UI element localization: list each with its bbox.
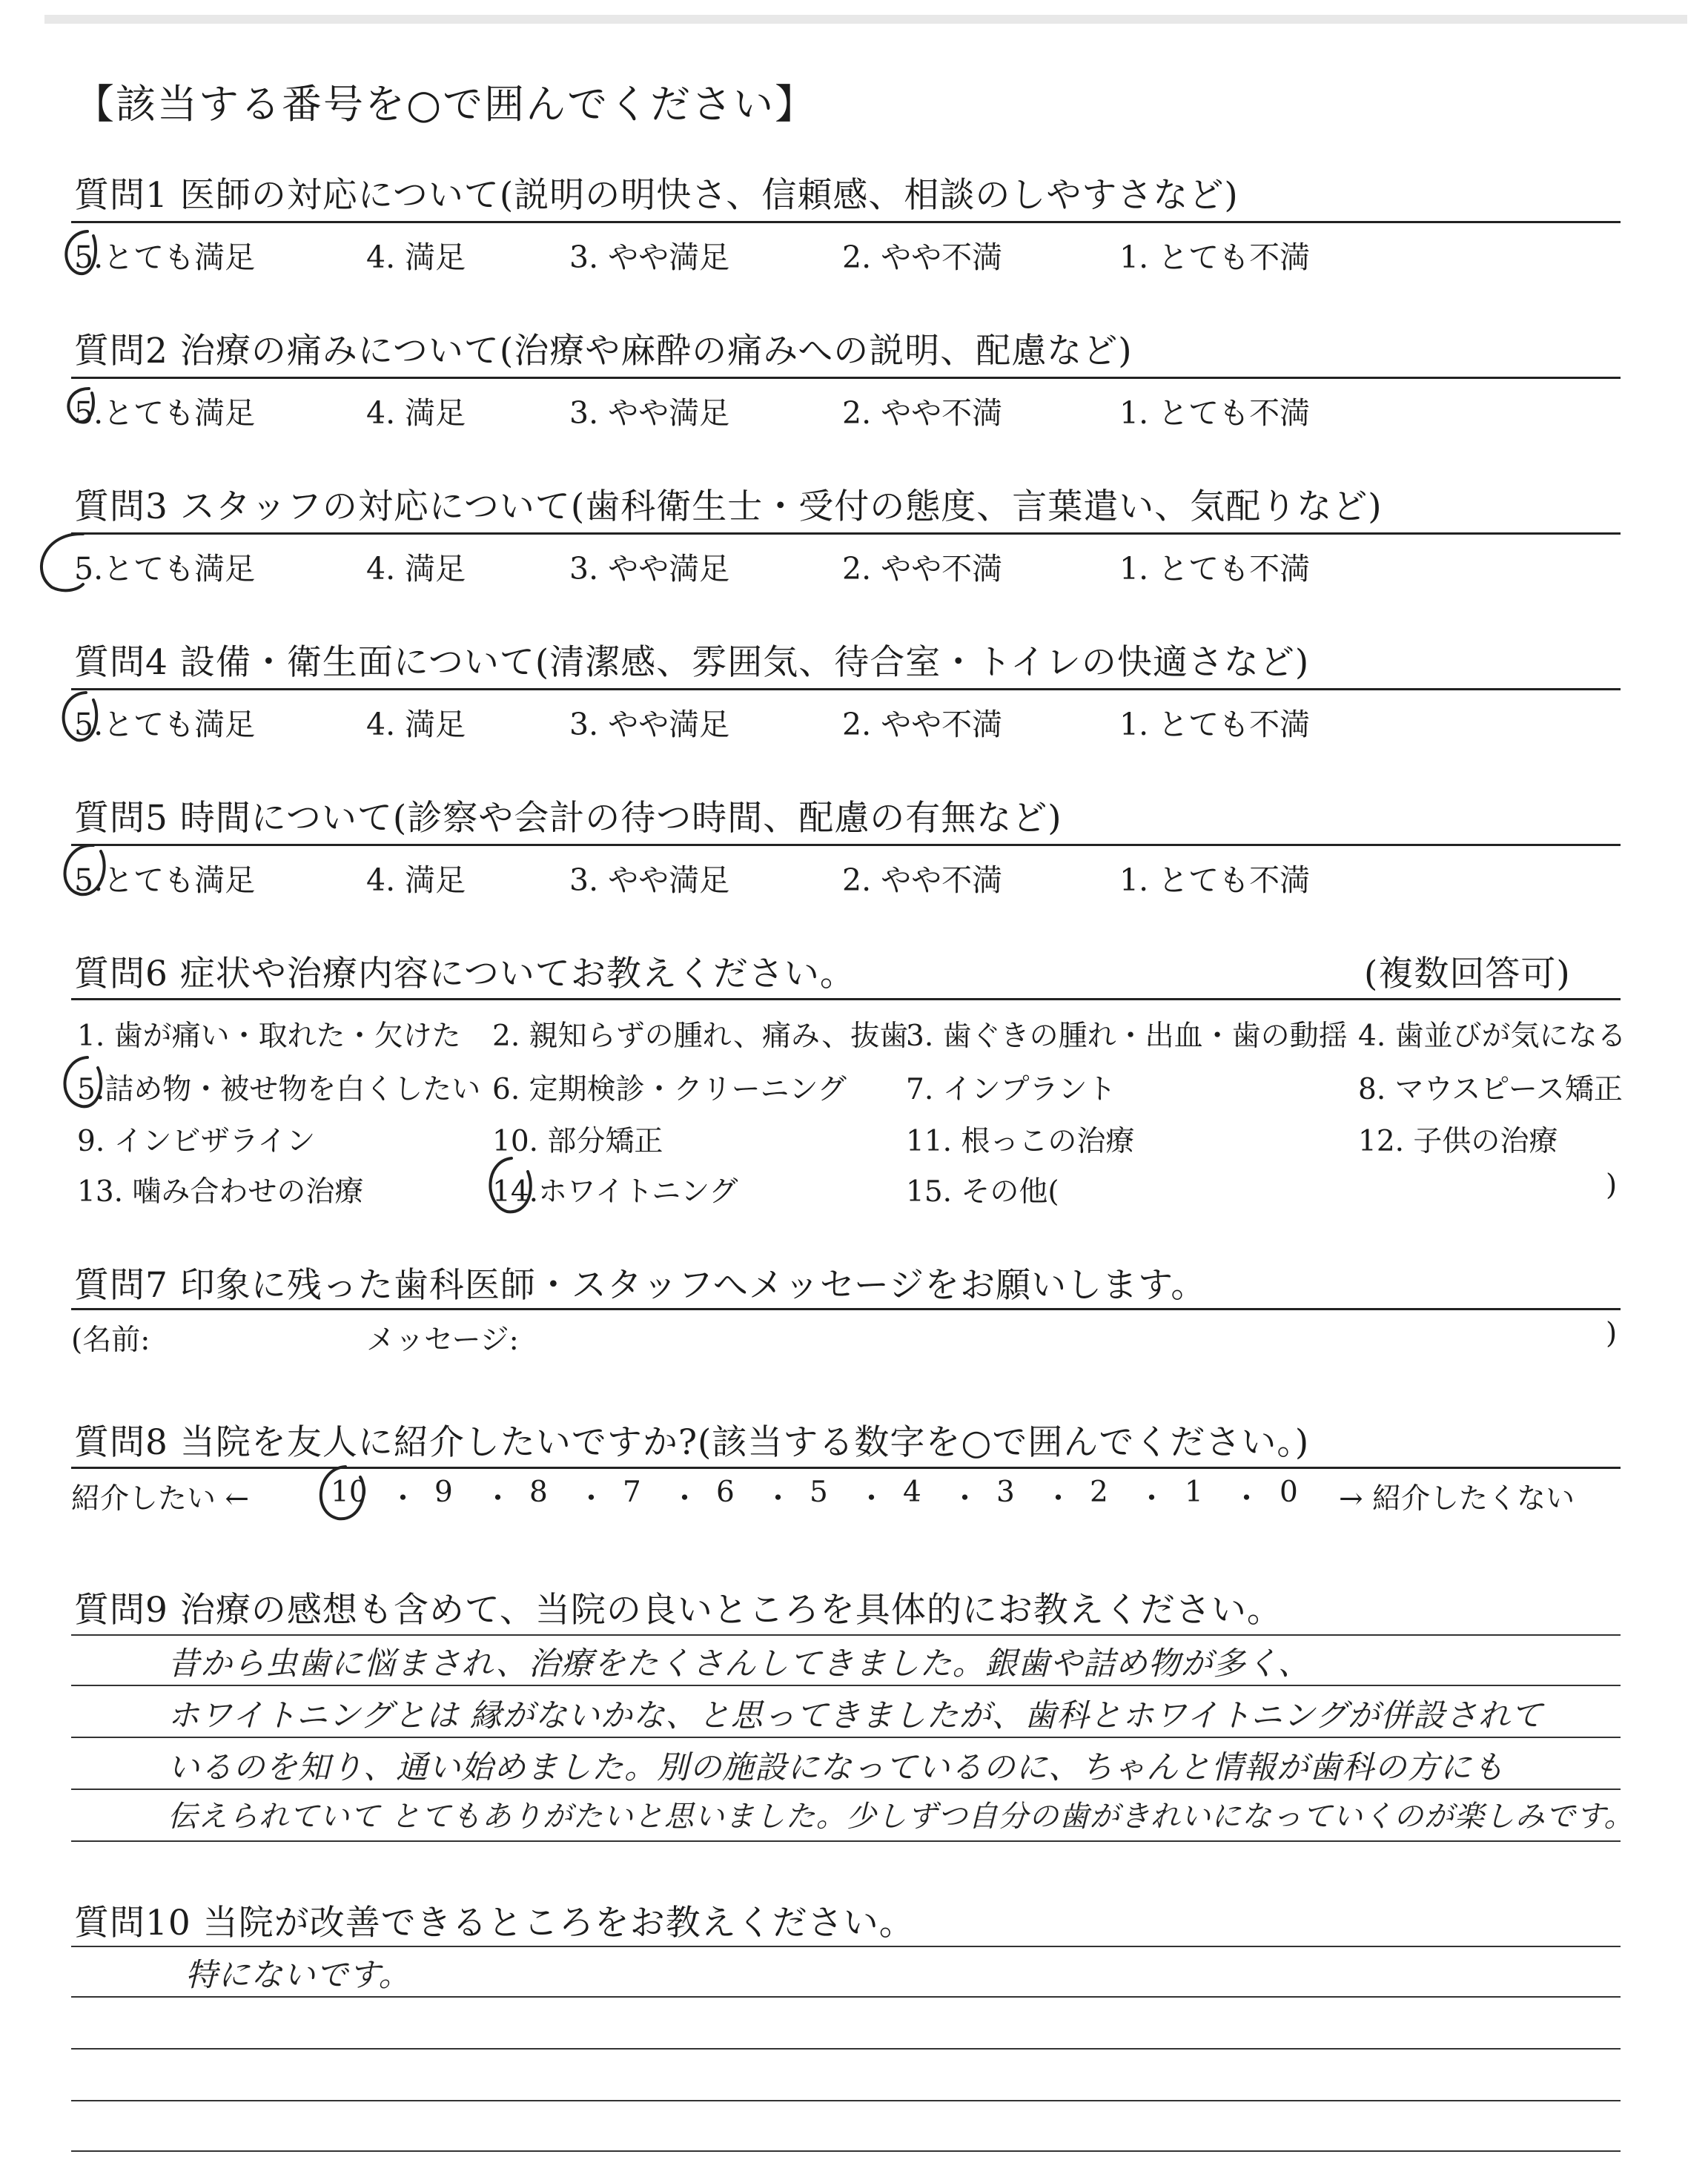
q6-item-14-circle (490, 1158, 530, 1212)
q6-item-5-circle (64, 1057, 101, 1106)
q8-left-label: 紹介したい ← (71, 1482, 250, 1516)
q6-item-10[interactable]: 10. 部分矯正 (492, 1125, 663, 1158)
q7-close: ) (1606, 1317, 1618, 1350)
q8-scale-2[interactable]: 2 (1090, 1476, 1108, 1509)
q8-dot: ・ (1232, 1482, 1262, 1516)
q6-item-12[interactable]: 12. 子供の治療 (1358, 1125, 1558, 1158)
q9-answer-line-3: いるのを知り、通い始めました。別の施設になっているのに、ちゃんと情報が歯科の方にも (168, 1749, 1505, 1786)
q5-option-2[interactable]: 2. やや不満 (842, 862, 1003, 898)
q5-selected-circle (65, 845, 105, 894)
q6-item-11[interactable]: 11. 根っこの治療 (906, 1125, 1135, 1158)
q8-scale-9[interactable]: 9 (434, 1476, 453, 1509)
q10-label: 質問10 当院が改善できるところをお教えください。 (74, 1903, 915, 1943)
q3-option-2[interactable]: 2. やや不満 (842, 551, 1003, 587)
q8-scale-1[interactable]: 1 (1185, 1476, 1203, 1509)
q8-scale-10[interactable]: 10 (331, 1476, 368, 1509)
q3-option-1[interactable]: 1. とても不満 (1119, 551, 1311, 587)
q7-label: 質問7 印象に残った歯科医師・スタッフへメッセージをお願いします。 (74, 1265, 1207, 1306)
q2-selected-circle (68, 389, 93, 422)
q5-label: 質問5 時間について(診察や会計の待つ時間、配慮の有無など) (74, 798, 1062, 839)
q7-message-label: メッセージ: (366, 1324, 519, 1357)
q2-option-5[interactable]: 5.とても満足 (74, 395, 256, 431)
q9-label: 質問9 治療の感想も含めて、当院の良いところを具体的にお教えください。 (74, 1590, 1282, 1631)
q4-option-2[interactable]: 2. やや不満 (842, 707, 1003, 742)
q4-label: 質問4 設備・衛生面について(清潔感、雰囲気、待合室・トイレの快適さなど) (74, 642, 1310, 683)
q6-item-9[interactable]: 9. インビザライン (77, 1125, 316, 1158)
q8-dot: ・ (670, 1482, 700, 1516)
q3-option-5[interactable]: 5.とても満足 (74, 551, 256, 587)
q6-item-4[interactable]: 4. 歯並びが気になる (1358, 1020, 1626, 1053)
q3-option-4[interactable]: 4. 満足 (366, 551, 466, 587)
q8-dot: ・ (857, 1482, 887, 1516)
q4-option-5[interactable]: 5.とても満足 (74, 707, 256, 742)
q6-item-2[interactable]: 2. 親知らずの腫れ、痛み、抜歯 (492, 1020, 909, 1053)
q1-label: 質問1 医師の対応について(説明の明快さ、信頼感、相談のしやすさなど) (74, 175, 1239, 216)
q8-dot: ・ (764, 1482, 793, 1516)
q4-option-3[interactable]: 3. やや満足 (569, 707, 730, 742)
q5-option-1[interactable]: 1. とても不満 (1119, 862, 1311, 898)
q8-dot: ・ (388, 1482, 418, 1516)
q8-dot: ・ (1044, 1482, 1073, 1516)
q8-scale-5[interactable]: 5 (810, 1476, 828, 1509)
q9-answer-line-2: ホワイトニングとは 縁がないかな、と思ってきましたが、歯科とホワイトニングが併設されて (168, 1697, 1543, 1734)
q6-item-1[interactable]: 1. 歯が痛い・取れた・欠けた (77, 1020, 461, 1053)
q6-item-7[interactable]: 7. インプラント (906, 1073, 1116, 1106)
q8-scale-8[interactable]: 8 (529, 1476, 548, 1509)
q6-item-3[interactable]: 3. 歯ぐきの腫れ・出血・歯の動揺 (906, 1020, 1348, 1053)
q6-other-close: ) (1606, 1169, 1618, 1202)
q8-scale-7[interactable]: 7 (623, 1476, 641, 1509)
q4-selected-circle (64, 693, 97, 740)
q2-option-2[interactable]: 2. やや不満 (842, 395, 1003, 431)
q4-option-1[interactable]: 1. とても不満 (1119, 707, 1311, 742)
q8-scale-4[interactable]: 4 (903, 1476, 921, 1509)
q8-scale-6[interactable]: 6 (716, 1476, 735, 1509)
q5-option-3[interactable]: 3. やや満足 (569, 862, 730, 898)
q7-name-label: (名前: (71, 1324, 150, 1357)
q2-option-1[interactable]: 1. とても不満 (1119, 395, 1311, 431)
q1-option-2[interactable]: 2. やや不満 (842, 240, 1003, 275)
q6-note: (複数回答可) (1364, 954, 1571, 994)
q8-dot: ・ (577, 1482, 606, 1516)
q8-dot: ・ (950, 1482, 980, 1516)
q3-label: 質問3 スタッフの対応について(歯科衛生士・受付の態度、言葉遣い、気配りなど) (74, 486, 1383, 527)
q8-scale-3[interactable]: 3 (996, 1476, 1015, 1509)
q6-item-15[interactable]: 15. その他( (906, 1175, 1059, 1209)
q6-item-13[interactable]: 13. 噛み合わせの治療 (77, 1175, 364, 1209)
q8-scale-10-circle (321, 1467, 364, 1519)
q9-answer-line-4: 伝えられていて とてもありがたいと思いました。少しずつ自分の歯がきれいになっていくのが楽しみです。 (168, 1800, 1635, 1834)
q8-label: 質問8 当院を友人に紹介したいですか?(該当する数字を○で囲んでください。) (74, 1422, 1310, 1463)
q6-label: 質問6 症状や治療内容についてお教えください。 (74, 954, 855, 994)
q6-item-8[interactable]: 8. マウスピース矯正 (1358, 1073, 1623, 1106)
q10-answer: 特にないです。 (185, 1957, 411, 1994)
q3-selected-circle (42, 534, 83, 590)
q8-right-label: → 紹介したくない (1339, 1482, 1575, 1516)
q1-option-1[interactable]: 1. とても不満 (1119, 240, 1311, 275)
q1-option-3[interactable]: 3. やや満足 (569, 240, 730, 275)
q6-item-14[interactable]: 14.ホワイトニング (492, 1175, 738, 1209)
q3-option-3[interactable]: 3. やや満足 (569, 551, 730, 587)
form-title: 【該当する番号を○で囲んでください】 (74, 81, 817, 128)
q1-option-5[interactable]: 5.とても満足 (74, 240, 256, 275)
q1-selected-circle (66, 231, 96, 274)
q4-option-4[interactable]: 4. 満足 (366, 707, 466, 742)
q5-option-5[interactable]: 5.とても満足 (74, 862, 256, 898)
q5-option-4[interactable]: 4. 満足 (366, 862, 466, 898)
q8-scale-0[interactable]: 0 (1280, 1476, 1298, 1509)
q9-answer-line-1: 昔から虫歯に悩まされ、治療をたくさんしてきました。銀歯や詰め物が多く、 (168, 1645, 1311, 1682)
q2-option-3[interactable]: 3. やや満足 (569, 395, 730, 431)
q8-dot: ・ (483, 1482, 513, 1516)
q6-item-6[interactable]: 6. 定期検診・クリーニング (492, 1073, 847, 1106)
q6-item-5[interactable]: 5.詰め物・被せ物を白くしたい (77, 1073, 481, 1106)
q2-label: 質問2 治療の痛みについて(治療や麻酔の痛みへの説明、配慮など) (74, 331, 1133, 371)
q1-option-4[interactable]: 4. 満足 (366, 240, 466, 275)
q8-dot: ・ (1137, 1482, 1167, 1516)
q2-option-4[interactable]: 4. 満足 (366, 395, 466, 431)
